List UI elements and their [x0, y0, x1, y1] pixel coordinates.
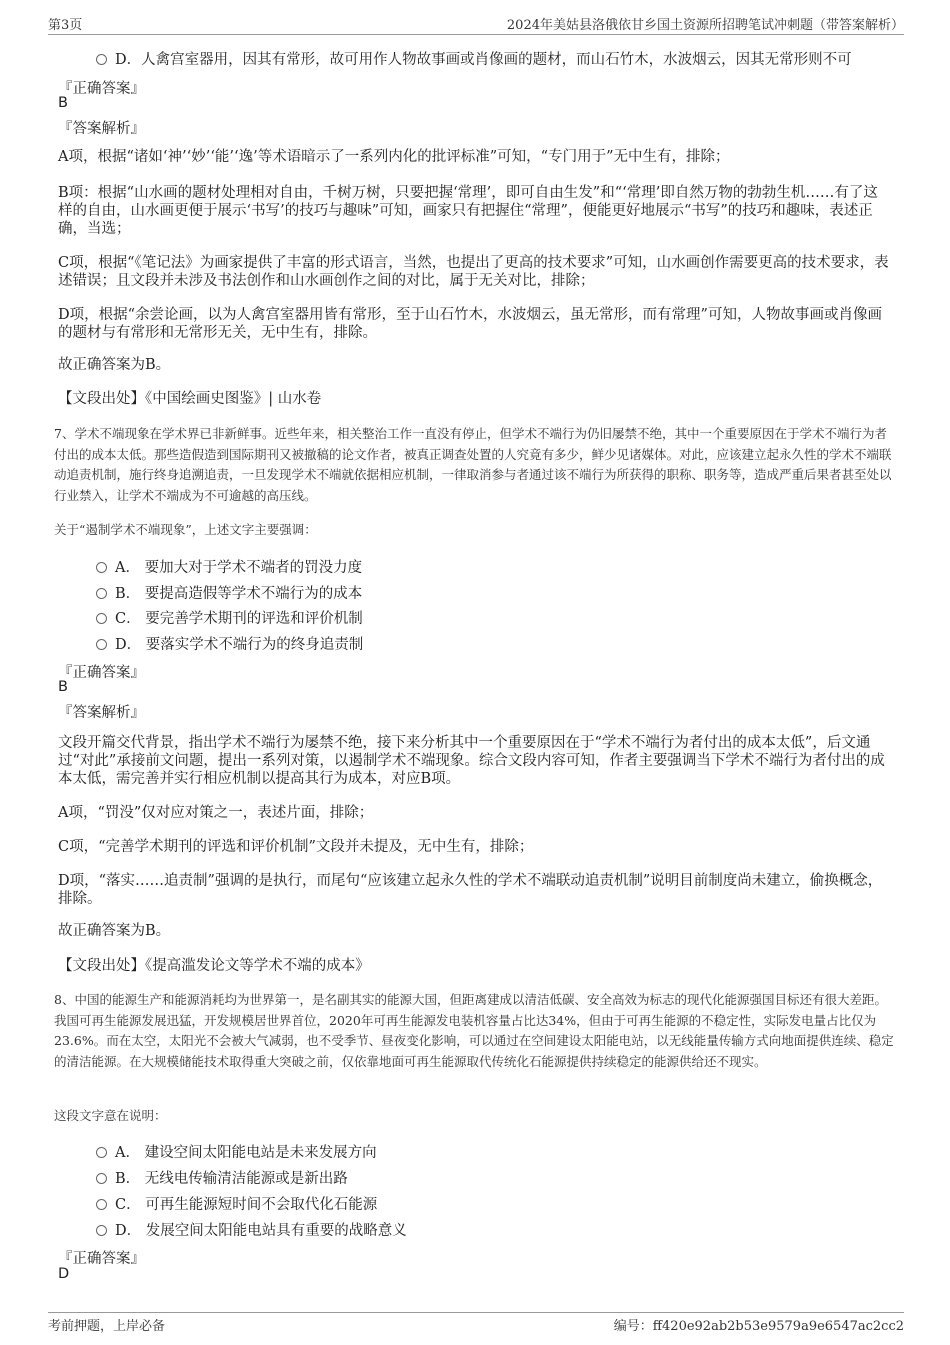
- q6-answer: B: [58, 95, 68, 111]
- radio-icon[interactable]: [96, 1225, 107, 1236]
- q8-answer: D: [58, 1266, 70, 1282]
- q7-analysis-label: 『答案解析』: [58, 705, 145, 721]
- footer-slogan: 考前押题，上岸必备: [48, 1319, 166, 1334]
- page-header: [48, 14, 904, 35]
- q7-stem: 7、学术不端现象在学术界已非新鲜事。近些年来，相关整治工作一直没有停止，但学术不端行为仍旧屡禁不绝，其中一个重要原因在于学术不端行为者付出的成本太低。那些造假造到国际期刊又被撤稿的论文作者，被真正调查处置的人究竟有多少，鲜少见诸媒体。对此，应该建立起永久性的学术不端联动追责机制，施行终身追溯追责，一旦发现学术不端就依据相应机制，一律取消参与者通过该不端行为所获得的职称、职务等，造成严重后果者甚至处以行业禁入，让学术不端成为不可逾越的高压线。: [54, 426, 892, 503]
- q7-analysis-a: A项，“罚没”仅对应对策之一，表述片面，排除；: [58, 805, 374, 821]
- q7-option-d[interactable]: D． 要落实学术不端行为的终身追责制: [96, 633, 363, 654]
- q6-option-d[interactable]: D．人禽宫室器用，因其有常形，故可用作人物故事画或肖像画的题材，而山石竹木，水波烟云，因其无常形则不可: [96, 48, 852, 69]
- q6-source: 【文段出处】《中国绘画史图鉴》| 山水卷: [58, 391, 322, 407]
- q6-conclusion: 故正确答案为B。: [58, 357, 171, 373]
- page-footer: [48, 1312, 904, 1335]
- q6-analysis-a: A项，根据“诸如‘神’‘妙’‘能’‘逸’等术语暗示了一系列内化的批评标准”可知，“专门用于”无中生有，排除；: [58, 149, 730, 165]
- q8-option-d[interactable]: D． 发展空间太阳能电站具有重要的战略意义: [96, 1219, 407, 1240]
- q7-option-c[interactable]: C． 要完善学术期刊的评选和评价机制: [96, 607, 363, 628]
- radio-icon[interactable]: [96, 639, 107, 650]
- q6-analysis-label: 『答案解析』: [58, 121, 145, 137]
- q7-answer-label: 『正确答案』: [58, 665, 145, 681]
- document-title: 2024年美姑县洛俄依甘乡国土资源所招聘笔试冲刺题（带答案解析）: [506, 18, 904, 33]
- radio-icon[interactable]: [96, 1147, 107, 1158]
- q8-option-b[interactable]: B． 无线电传输清洁能源或是新出路: [96, 1167, 348, 1188]
- q7-analysis-d: D项，“落实……追责制”强调的是执行，而尾句“应该建立起永久性的学术不端联动追责机制”说明目前制度尚未建立，偷换概念，排除。: [58, 873, 883, 907]
- radio-icon[interactable]: [96, 588, 107, 599]
- q7-question: 关于“遏制学术不端现象”，上述文字主要强调：: [54, 522, 317, 537]
- q7-option-a[interactable]: A． 要加大对于学术不端者的罚没力度: [96, 556, 362, 577]
- q6-analysis-b: B项：根据“山水画的题材处理相对自由，千树万树，只要把握‘常理’，即可自由生发”和“‘常理’即自然万物的勃勃生机……有了这样的自由，山水画更便于展示‘书写’的技巧与趣味”可知，画家只有把握住“常理”，便能更好地展示“书写”的技巧和趣味，表述正确，当选；: [58, 185, 878, 237]
- q8-answer-label: 『正确答案』: [58, 1251, 145, 1267]
- page-number: 第3页: [48, 18, 83, 33]
- q7-analysis-c: C项，“完善学术期刊的评选和评价机制”文段并未提及，无中生有，排除；: [58, 839, 534, 855]
- q8-option-c[interactable]: C． 可再生能源短时间不会取代化石能源: [96, 1193, 377, 1214]
- q8-question: 这段文字意在说明：: [54, 1108, 167, 1123]
- q8-stem: 8、中国的能源生产和能源消耗均为世界第一，是名副其实的能源大国，但距离建成以清洁低碳、安全高效为标志的现代化能源强国目标还有很大差距。我国可再生能源发展迅猛，开发规模居世界首位，2020年可再生能源发电装机容量占比达34%，但由于可再生能源的不稳定性，实际发电量占比仅为23.6%。而在太空，太阳光不会被大气减弱，也不受季节、昼夜变化影响，可以通过在空间建设太阳能电站，以无线能量传输方式向地面提供连续、稳定的清洁能源。在大规模储能技术取得重大突破之前，仅依靠地面可再生能源取代传统化石能源提供持续稳定的能源供给还不现实。: [54, 992, 894, 1069]
- document-id: 编号：ff420e92ab2b53e9579a9e6547ac2cc2: [613, 1319, 904, 1334]
- radio-icon[interactable]: [96, 54, 107, 65]
- radio-icon[interactable]: [96, 1173, 107, 1184]
- q7-option-b[interactable]: B． 要提高造假等学术不端行为的成本: [96, 582, 362, 603]
- radio-icon[interactable]: [96, 1199, 107, 1210]
- q7-analysis-main: 文段开篇交代背景，指出学术不端行为屡禁不绝，接下来分析其中一个重要原因在于“学术不端行为者付出的成本太低”，后文通过“对此”承接前文问题，提出一系列对策，以遏制学术不端现象。综合文段内容可知，作者主要强调当下学术不端行为者付出的成本太低，需完善并实行相应机制以提高其行为成本，对应B项。: [58, 735, 885, 787]
- q7-source: 【文段出处】《提高滥发论文等学术不端的成本》: [58, 958, 370, 974]
- q6-analysis-d: D项，根据“余尝论画，以为人禽宫室器用皆有常形，至于山石竹木，水波烟云，虽无常形，而有常理”可知，人物故事画或肖像画的题材与有常形和无常形无关，无中生有，排除。: [58, 307, 882, 341]
- q6-answer-label: 『正确答案』: [58, 81, 145, 97]
- q7-answer: B: [58, 679, 68, 695]
- q6-analysis-c: C项，根据“《笔记法》为画家提供了丰富的形式语言，当然，也提出了更高的技术要求”可知，山水画创作需要更高的技术要求，表述错误；且文段并未涉及书法创作和山水画创作之间的对比，属于无关对比，排除；: [58, 255, 889, 289]
- radio-icon[interactable]: [96, 562, 107, 573]
- radio-icon[interactable]: [96, 613, 107, 624]
- q7-conclusion: 故正确答案为B。: [58, 923, 171, 939]
- q8-option-a[interactable]: A． 建设空间太阳能电站是未来发展方向: [96, 1141, 377, 1162]
